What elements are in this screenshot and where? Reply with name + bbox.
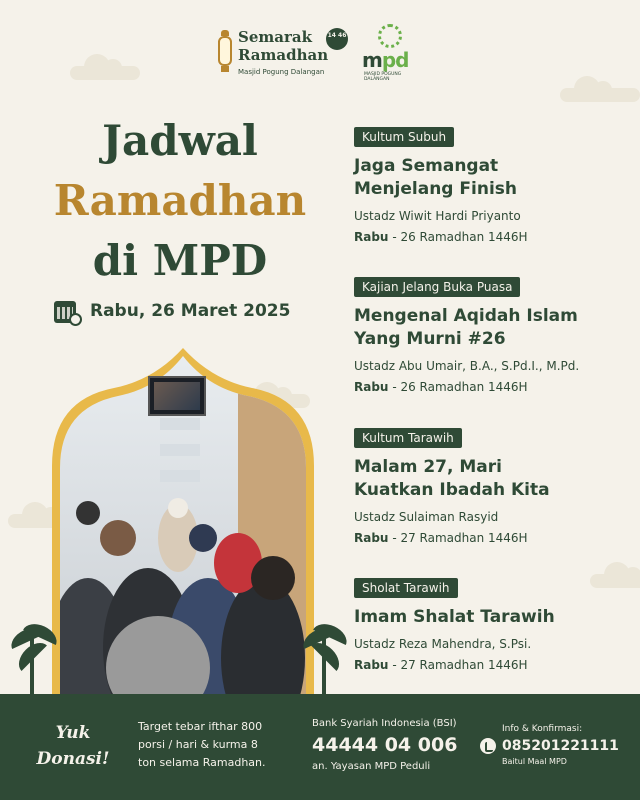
title-line2: Ramadhan xyxy=(53,176,307,225)
lantern-icon xyxy=(218,30,232,76)
mosque-tv-screen xyxy=(148,376,206,416)
bank-name: Bank Syariah Indonesia (BSI) xyxy=(312,718,457,729)
schedule-title: Jaga Semangat Menjelang Finish xyxy=(354,156,517,199)
year-badge: 14 46 xyxy=(326,28,348,50)
schedule-item xyxy=(354,577,634,672)
schedule-date: Rabu - 27 Ramadhan 1446H xyxy=(354,531,528,545)
bank-info xyxy=(312,718,472,772)
palm-tree-decoration xyxy=(300,608,348,708)
event-logo-sub: Masjid Pogung Dalangan xyxy=(238,68,325,76)
account-holder: an. Yayasan MPD Peduli xyxy=(312,761,431,772)
schedule-date: Rabu - 27 Ramadhan 1446H xyxy=(354,658,528,672)
schedule-category: Kultum Subuh xyxy=(354,127,454,147)
cloud-decoration xyxy=(70,66,140,80)
schedule-item xyxy=(354,276,634,394)
calendar-clock-icon xyxy=(54,298,80,324)
schedule-category: Kultum Tarawih xyxy=(354,428,462,448)
mpd-ornament-icon xyxy=(378,24,402,48)
info-label: Info & Konfirmasi: xyxy=(502,724,583,734)
schedule-speaker: Ustadz Wiwit Hardi Priyanto xyxy=(354,209,521,223)
mpd-logo-text: mpd xyxy=(362,48,409,72)
schedule-speaker: Ustadz Sulaiman Rasyid xyxy=(354,510,499,524)
schedule-speaker: Ustadz Reza Mahendra, S.Psi. xyxy=(354,637,532,651)
event-date-text: Rabu, 26 Maret 2025 xyxy=(90,301,291,321)
donate-heading: Yuk Donasi! xyxy=(36,723,110,769)
event-logo-line1: Semarak xyxy=(238,28,312,46)
event-logo-line2: Ramadhan xyxy=(238,46,329,64)
donation-footer xyxy=(0,694,640,800)
palm-tree-decoration xyxy=(8,608,56,708)
cloud-decoration xyxy=(560,88,640,102)
schedule-date: Rabu - 26 Ramadhan 1446H xyxy=(354,230,528,244)
schedule-speaker: Ustadz Abu Umair, B.A., S.Pd.I., M.Pd. xyxy=(354,359,580,373)
schedule-date: Rabu - 26 Ramadhan 1446H xyxy=(354,380,528,394)
mpd-logo xyxy=(360,22,420,82)
title-line1: Jadwal xyxy=(102,116,258,165)
schedule-title: Malam 27, Mari Kuatkan Ibadah Kita xyxy=(354,457,550,500)
schedule-category: Sholat Tarawih xyxy=(354,578,458,598)
whatsapp-icon xyxy=(480,738,496,754)
schedule-item xyxy=(354,126,634,244)
schedule-title: Imam Shalat Tarawih xyxy=(354,607,555,627)
contact-info xyxy=(480,724,630,766)
schedule-title: Mengenal Aqidah Islam Yang Murni #26 xyxy=(354,306,578,349)
info-org: Baitul Maal MPD xyxy=(502,757,567,766)
semarak-ramadhan-logo xyxy=(218,28,348,80)
mosque-photo-arch xyxy=(48,348,318,708)
title-line3: di MPD xyxy=(92,236,268,285)
event-date xyxy=(54,298,290,324)
account-number: 44444 04 006 xyxy=(312,734,458,756)
contact-phone: 085201221111 xyxy=(502,738,619,754)
schedule-item xyxy=(354,427,634,545)
donation-target: Target tebar ifthar 800 porsi / hari & kurma 8 ton selama Ramadhan. xyxy=(138,720,266,769)
schedule-category: Kajian Jelang Buka Puasa xyxy=(354,277,520,297)
mpd-logo-sub: MASJID POGUNG DALANGAN xyxy=(364,72,402,82)
